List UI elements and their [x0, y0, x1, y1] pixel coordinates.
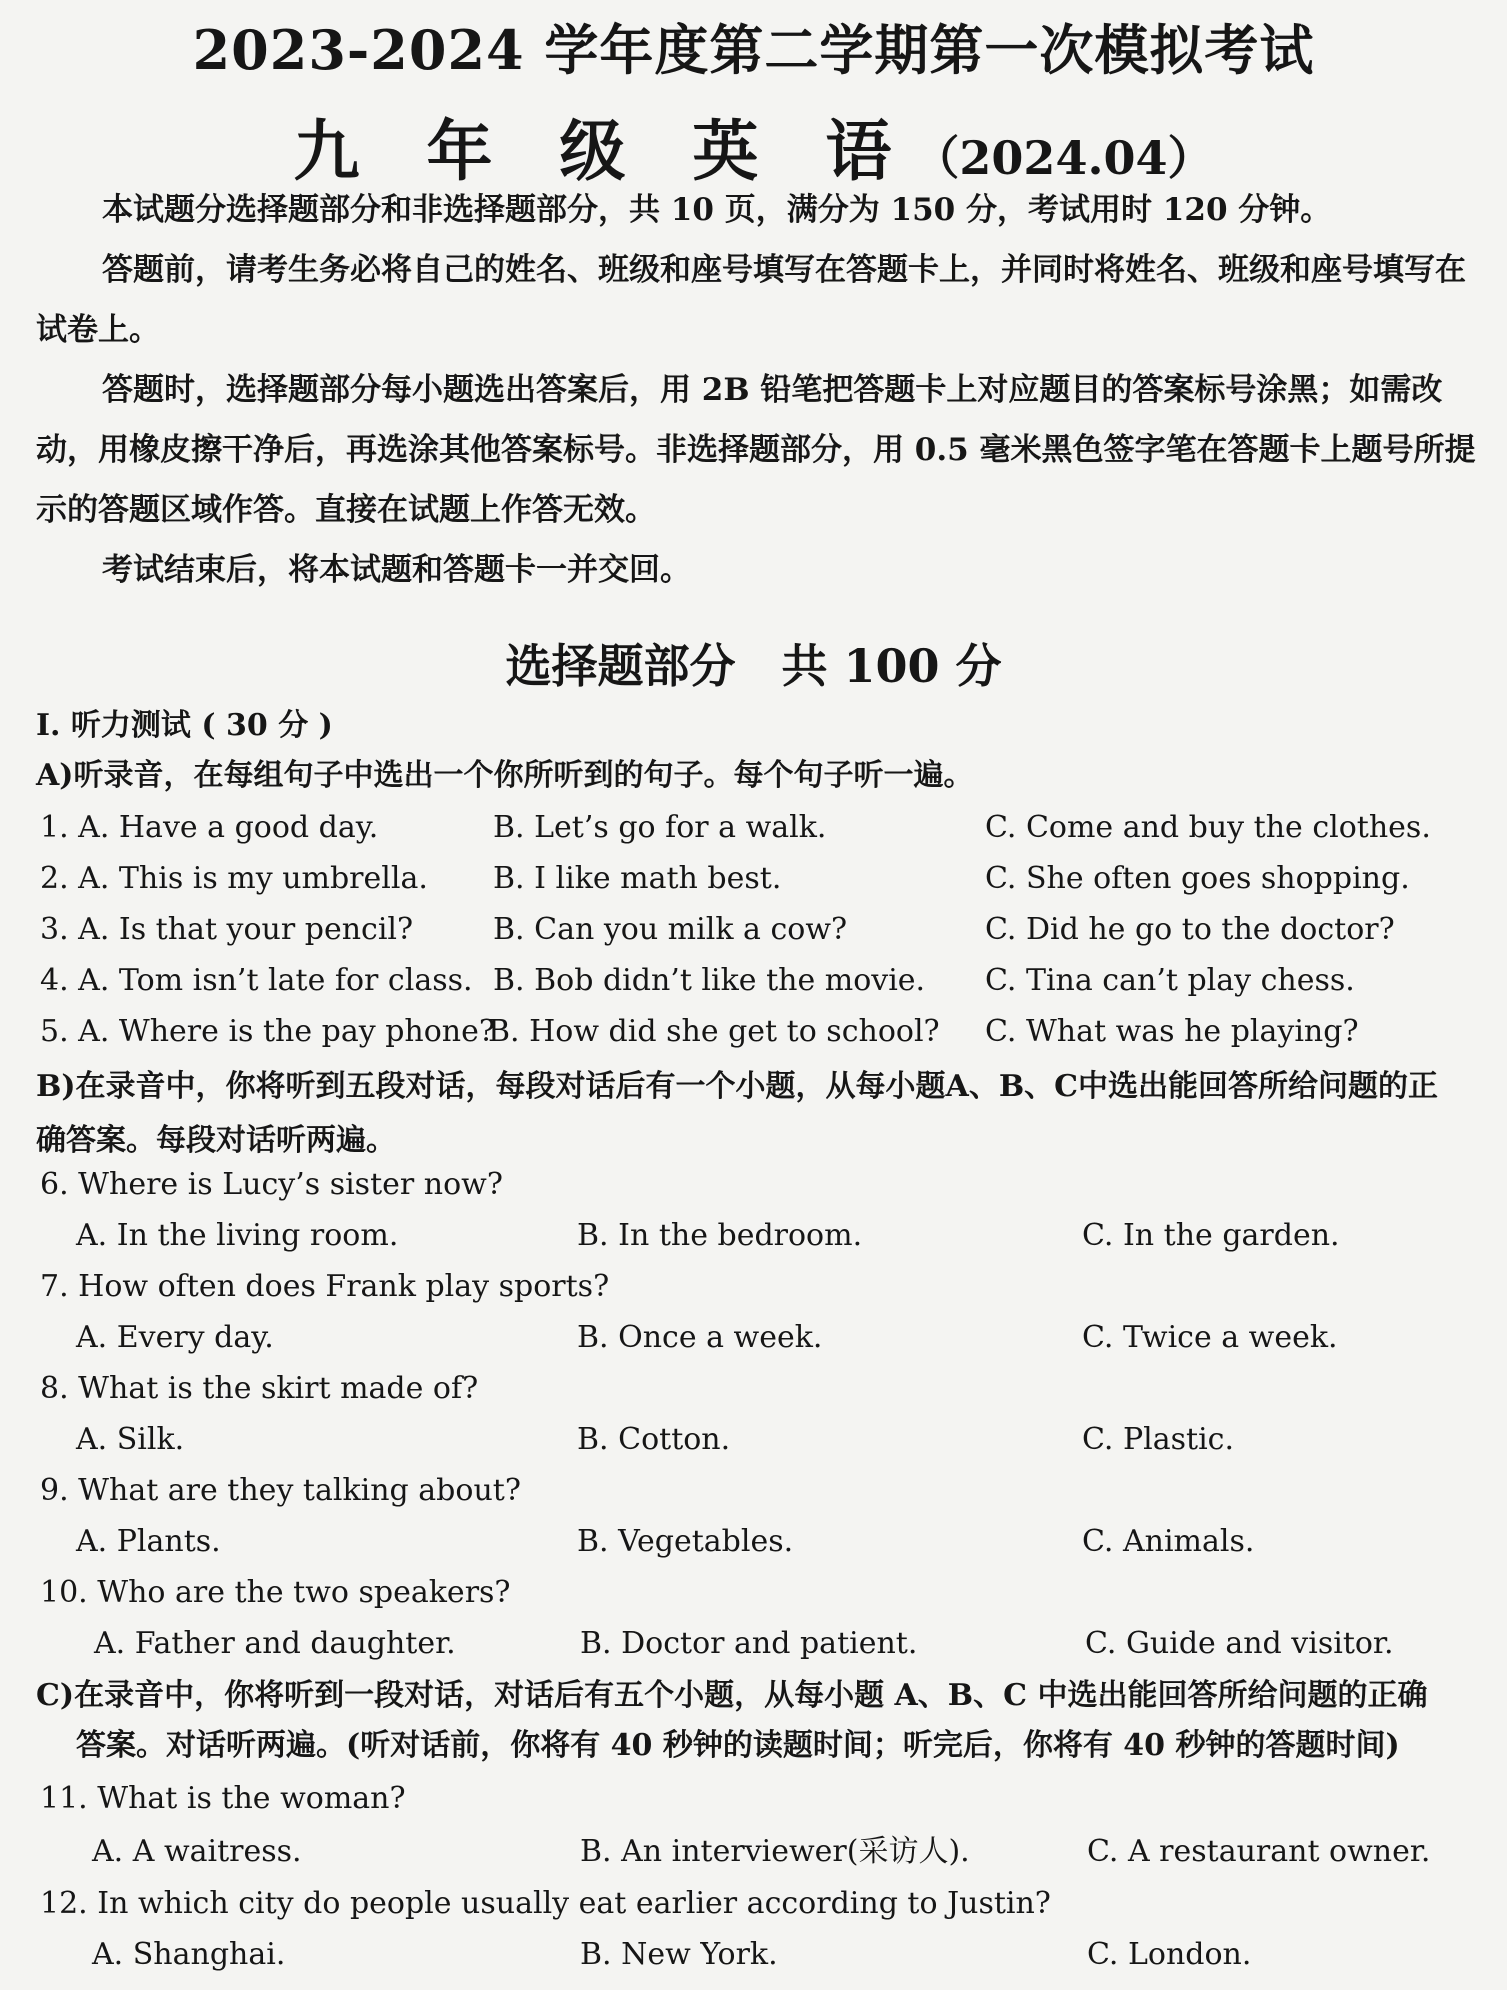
- exam-date: （2024.04）: [913, 131, 1214, 185]
- option-a: 2. A. This is my umbrella.: [40, 861, 428, 896]
- option-b: B. In the bedroom.: [577, 1218, 863, 1253]
- exam-title: 2023-2024 学年度第二学期第一次模拟考试: [192, 18, 1315, 82]
- part-c-instruction: 答案。对话听两遍。(听对话前，你将有 40 秒钟的读题时间；听完后，你将有 40 秒钟的答题时间): [76, 1728, 1400, 1763]
- option-b: B. New York.: [580, 1937, 778, 1972]
- option-b: B. An interviewer(采访人).: [580, 1834, 970, 1869]
- instruction-paragraph: 答题前，请考生务必将自己的姓名、班级和座号填写在答题卡上，并同时将姓名、班级和座号填写在试卷上。: [36, 252, 1466, 348]
- option-a: 5. A. Where is the pay phone?: [40, 1014, 495, 1049]
- part-a-instruction: A)听录音，在每组句子中选出一个你所听到的句子。每个句子听一遍。: [36, 758, 974, 793]
- option-c: C. Tina can’t play chess.: [985, 963, 1355, 998]
- option-b: B. Bob didn’t like the movie.: [493, 963, 926, 998]
- instruction-paragraph: 答题时，选择题部分每小题选出答案后，用 2B 铅笔把答题卡上对应题目的答案标号涂黑；如需改动，用橡皮擦干净后，再选涂其他答案标号。非选择题部分，用 0.5 毫米黑色签字笔在答题卡上题号所提示的答题区域作答。直接在试题上作答无效。: [36, 372, 1476, 528]
- option-a: 1. A. Have a good day.: [40, 810, 379, 845]
- part-b-instruction: B)在录音中，你将听到五段对话，每段对话后有一个小题，从每小题A、B、C中选出能回答所给问题的正确答案。每段对话听两遍。: [36, 1069, 1439, 1158]
- instruction-paragraph: 考试结束后，将本试题和答题卡一并交回。: [102, 552, 691, 588]
- option-b: B. Cotton.: [577, 1422, 731, 1457]
- option-c: C. Plastic.: [1082, 1422, 1235, 1457]
- section-title: 选择题部分 共 100 分: [505, 639, 1002, 693]
- option-a: A. Silk.: [76, 1422, 185, 1457]
- list-item: [0, 1215, 1507, 1257]
- option-c: C. A restaurant owner.: [1087, 1834, 1431, 1869]
- option-c: C. Twice a week.: [1082, 1320, 1338, 1355]
- option-c: C. Did he go to the doctor?: [985, 912, 1395, 947]
- option-a: 3. A. Is that your pencil?: [40, 912, 414, 947]
- question: 11. What is the woman?: [40, 1781, 406, 1816]
- option-c: C. Guide and visitor.: [1085, 1626, 1394, 1661]
- part-c-instruction: C)在录音中，你将听到一段对话，对话后有五个小题，从每小题 A、B、C 中选出能回答所给问题的正确: [36, 1678, 1428, 1713]
- question: 9. What are they talking about?: [40, 1473, 521, 1508]
- list-item: [0, 1011, 1507, 1053]
- listening-heading: I. 听力测试 ( 30 分 ): [36, 708, 333, 743]
- question: 10. Who are the two speakers?: [40, 1575, 511, 1610]
- list-item: [0, 1317, 1507, 1359]
- list-item: [0, 909, 1507, 951]
- option-b: B. Let’s go for a walk.: [493, 810, 827, 845]
- list-item: [0, 1419, 1507, 1461]
- option-b: B. Vegetables.: [577, 1524, 794, 1559]
- option-c: C. Come and buy the clothes.: [985, 810, 1431, 845]
- option-c: C. London.: [1087, 1937, 1252, 1972]
- subject-name: 九 年 级 英 语: [293, 112, 914, 190]
- option-b: B. Once a week.: [577, 1320, 823, 1355]
- option-a: A. Shanghai.: [92, 1937, 286, 1972]
- option-c: C. What was he playing?: [985, 1014, 1359, 1049]
- question: 6. Where is Lucy’s sister now?: [40, 1167, 503, 1202]
- option-c: C. In the garden.: [1082, 1218, 1340, 1253]
- option-a: A. In the living room.: [76, 1218, 399, 1253]
- option-b: B. Doctor and patient.: [580, 1626, 918, 1661]
- list-item: [0, 1934, 1507, 1976]
- list-item: [0, 858, 1507, 900]
- list-item: [0, 1623, 1507, 1665]
- option-a: A. A waitress.: [92, 1834, 302, 1869]
- instruction-paragraph: 本试题分选择题部分和非选择题部分，共 10 页，满分为 150 分，考试用时 120 分钟。: [102, 192, 1332, 228]
- option-c: C. Animals.: [1082, 1524, 1255, 1559]
- option-b: B. I like math best.: [493, 861, 782, 896]
- list-item: [0, 807, 1507, 849]
- question: 7. How often does Frank play sports?: [40, 1269, 610, 1304]
- option-b: B. How did she get to school?: [488, 1014, 940, 1049]
- list-item: [0, 1521, 1507, 1563]
- option-a: A. Every day.: [76, 1320, 274, 1355]
- question: 8. What is the skirt made of?: [40, 1371, 479, 1406]
- option-a: A. Plants.: [76, 1524, 221, 1559]
- option-a: 4. A. Tom isn’t late for class.: [40, 963, 473, 998]
- list-item: [0, 960, 1507, 1002]
- option-b: B. Can you milk a cow?: [493, 912, 848, 947]
- subject-title: [0, 98, 1507, 193]
- list-item: [0, 1831, 1507, 1873]
- question: 12. In which city do people usually eat earlier according to Justin?: [40, 1886, 1051, 1921]
- option-a: A. Father and daughter.: [94, 1626, 456, 1661]
- option-c: C. She often goes shopping.: [985, 861, 1410, 896]
